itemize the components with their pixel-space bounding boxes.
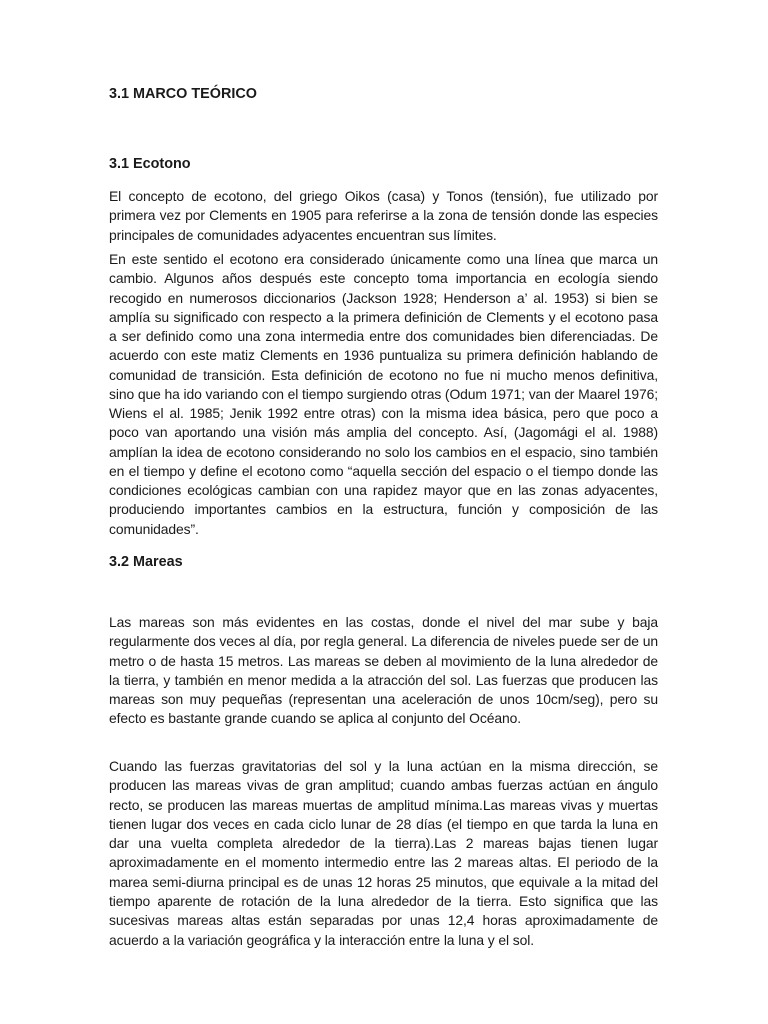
paragraph-mareas-intro: Las mareas son más evidentes en las costas, donde el nivel del mar sube y baja regularmente dos veces al día, por regla general. La diferencia de niveles puede ser de un metro o de hasta 15 metros. Las mareas se deben al movimiento de la luna alrededor de la tierra, y también en menor medida a la atracción del sol. Las fuerzas que producen las mareas son muy pequeñas (representan una aceleración de unos 10cm/seg), pero su efecto es bastante grande cuando se aplica al conjunto del Océano. [109, 614, 658, 727]
section-heading-ecotono: 3.1 Ecotono [109, 156, 191, 172]
main-title: 3.1 MARCO TEÓRICO [109, 86, 257, 102]
section-heading-mareas: 3.2 Mareas [109, 554, 183, 570]
paragraph-ecotono-definition: El concepto de ecotono, del griego Oikos (casa) y Tonos (tensión), fue utilizado por primera vez por Clements en 1905 para referirse a la zona de tensión donde las especies principales de comunidades adyacentes encuentran sus límites. [109, 188, 658, 243]
paragraph-ecotono-history: En este sentido el ecotono era considerado únicamente como una línea que marca un cambio. Algunos años después este concepto toma importancia en ecología siendo recogido en numerosos diccionarios (Jackson 1928; Henderson a’ al. 1953) si bien se amplía su significado con respecto a la primera definición de Clements y el ecotono pasa a ser definido como una zona intermedia entre dos comunidades bien diferenciadas. De acuerdo con este matiz Clements en 1936 puntualiza su primera definición hablando de comunidad de transición. Esta definición de ecotono no fue ni mucho menos definitiva, sino que ha ido variando con el tiempo surgiendo otras (Odum 1971; van der Maarel 1976; Wiens el al. 1985; Jenik 1992 entre otras) con la misma idea básica, pero que poco a poco van aportando una visión más amplia del concepto. Así, (Jagomági el al. 1988) amplían la idea de ecotono considerando no solo los cambios en el espacio, sino también en el tiempo y define el ecotono como “aquella sección del espacio o el tiempo donde las condiciones ecológicas cambian con una rapidez mayor que en las zonas adyacentes, produciendo importantes cambios en la estructura, función y composición de las comunidades”. [109, 251, 658, 537]
paragraph-mareas-forces: Cuando las fuerzas gravitatorias del sol y la luna actúan en la misma dirección, se producen las mareas vivas de gran amplitud; cuando ambas fuerzas actúan en ángulo recto, se producen las mareas muertas de amplitud mínima.Las mareas vivas y muertas tienen lugar dos veces en cada ciclo lunar de 28 días (el tiempo en que tarda la luna en dar una vuelta completa alrededor de la tierra).Las 2 mareas bajas tienen lugar aproximadamente en el momento intermedio entre las 2 mareas altas. El periodo de la marea semi-diurna principal es de unas 12 horas 25 minutos, que equivale a la mitad del tiempo aparente de rotación de la luna alrededor de la tierra. Esto significa que las sucesivas mareas altas están separadas por unas 12,4 horas aproximadamente de acuerdo a la variación geográfica y la interacción entre la luna y el sol. [109, 758, 658, 948]
